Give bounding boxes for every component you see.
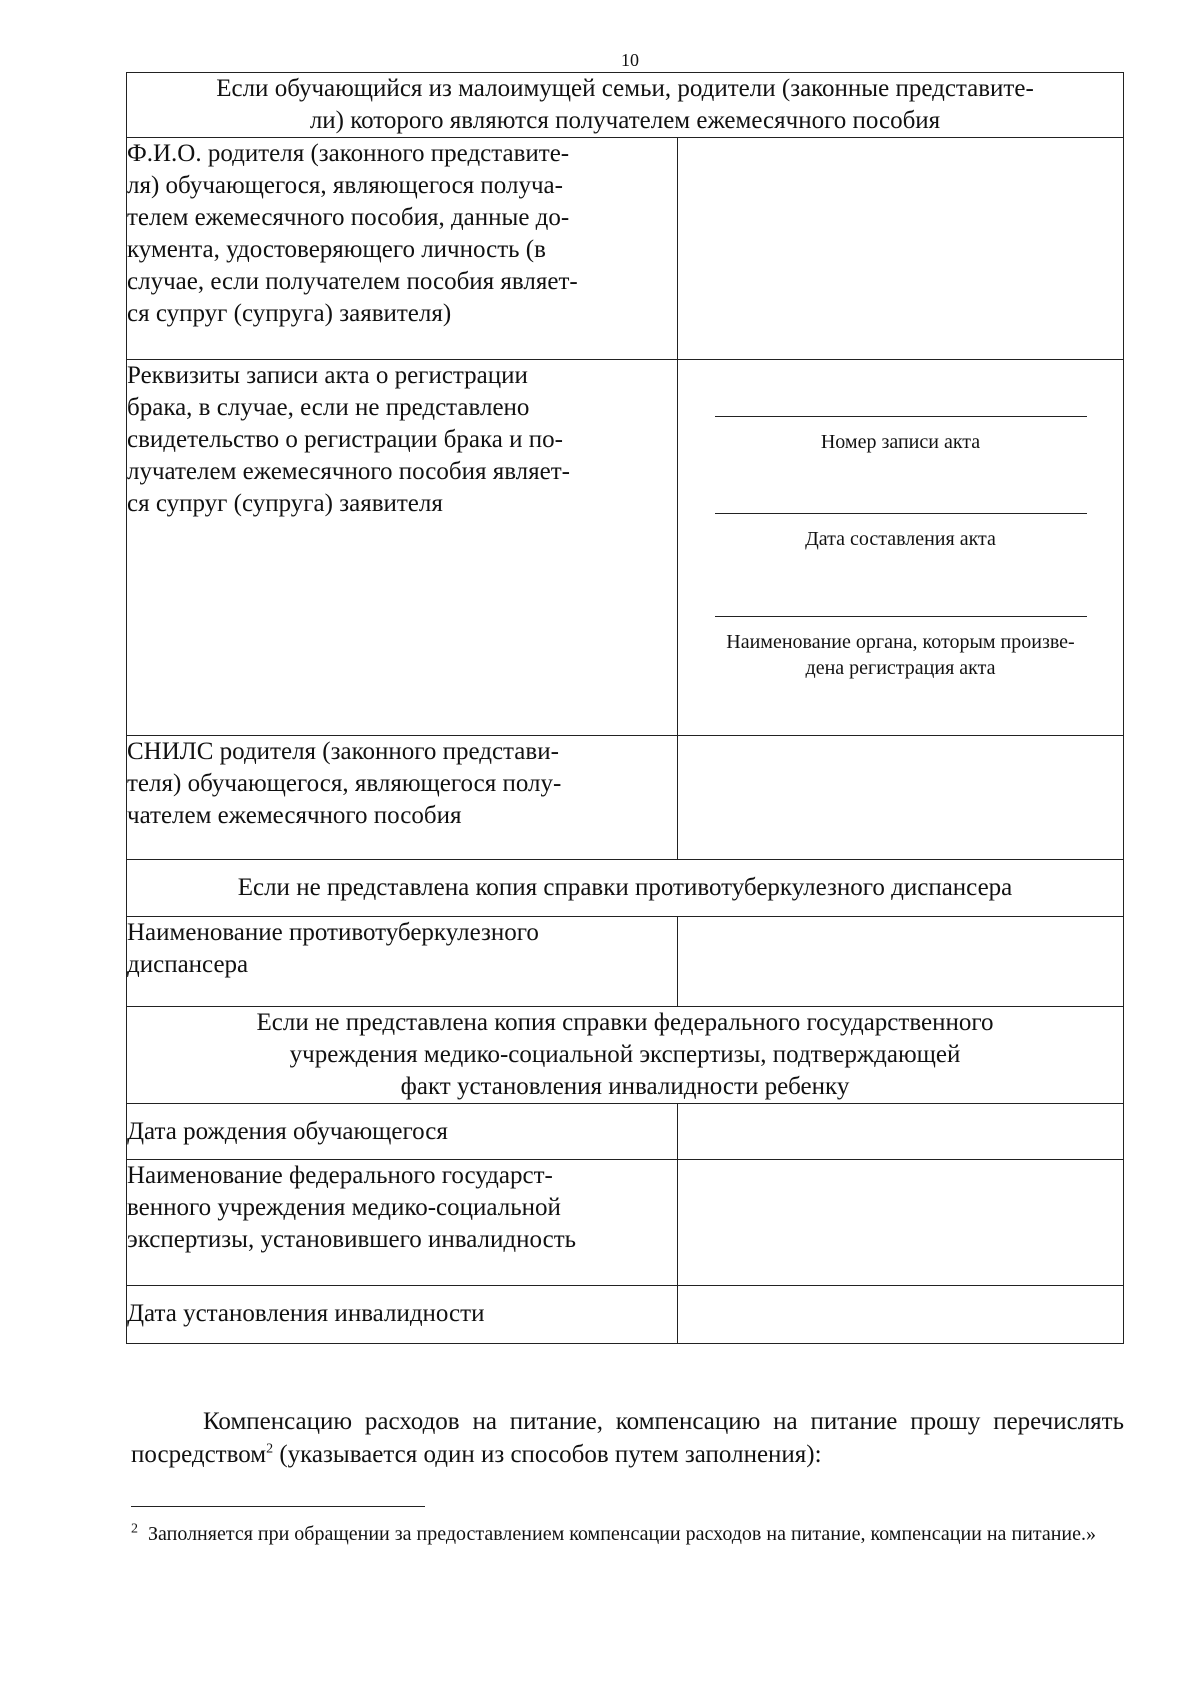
snils-input[interactable]	[678, 736, 1124, 860]
disability-date-input[interactable]	[678, 1286, 1124, 1344]
page-number: 10	[621, 50, 639, 70]
record-number-caption: Номер записи акта	[820, 431, 981, 453]
birth-date-label: Дата рождения обучающегося	[127, 1104, 678, 1160]
low-income-heading: Если обучающийся из малоимущей семьи, родители (законные представите- ли) которого являются получателем ежемесячного пособия	[127, 73, 1124, 138]
disability-date-row	[127, 1286, 1124, 1344]
snils-label: СНИЛС родителя (законного представи- теля) обучающегося, являющегося полу- чателем ежемесячного пособия	[127, 736, 678, 860]
tb-heading: Если не представлена копия справки противотуберкулезного диспансера	[127, 860, 1124, 917]
record-number-line[interactable]	[715, 360, 1087, 417]
record-date-caption: Дата составления акта	[805, 528, 996, 550]
closing-text-after: (указывается один из способов путем заполнения):	[273, 1441, 822, 1468]
mse-name-label: Наименование федерального государст- венного учреждения медико-социальной экспертизы, установившего инвалидность	[127, 1160, 678, 1286]
footnote-text: Заполняется при обращении за предоставлением компенсации расходов на питание, компенсации на питание.»	[148, 1523, 1096, 1545]
marriage-record-fields	[678, 360, 1124, 736]
registry-office-line[interactable]	[715, 552, 1087, 617]
low-income-heading-row	[127, 73, 1124, 138]
parent-name-input[interactable]	[678, 138, 1124, 360]
snils-row	[127, 736, 1124, 860]
closing-paragraph	[131, 1405, 1124, 1471]
record-date-line[interactable]	[715, 455, 1087, 514]
marriage-record-label: Реквизиты записи акта о регистрации брака, в случае, если не представлено свидетельство о регистрации брака и по- лучателем ежемесячного пособия являет- ся супруг (супруга) заявителя	[127, 360, 678, 736]
parent-name-row	[127, 138, 1124, 360]
marriage-record-row	[127, 360, 1124, 736]
tb-name-input[interactable]	[678, 917, 1124, 1007]
birth-date-row	[127, 1104, 1124, 1160]
birth-date-input[interactable]	[678, 1104, 1124, 1160]
footnote	[131, 1519, 1124, 1549]
tb-heading-row	[127, 860, 1124, 917]
registry-office-caption: Наименование органа, которым произве- дена регистрация акта	[726, 631, 1075, 679]
mse-name-row	[127, 1160, 1124, 1286]
footnote-reference: 2	[266, 1441, 274, 1457]
footnote-marker: 2	[131, 1521, 138, 1537]
mse-name-input[interactable]	[678, 1160, 1124, 1286]
tb-name-label: Наименование противотуберкулезного диспансера	[127, 917, 678, 1007]
tb-name-row	[127, 917, 1124, 1007]
disability-heading: Если не представлена копия справки федерального государственного учреждения медико-социальной экспертизы, подтверждающей факт установления инвалидности ребенку	[127, 1007, 1124, 1104]
parent-name-label: Ф.И.О. родителя (законного представите- ля) обучающегося, являющегося получа- телем ежемесячного пособия, данные до- кумента, удостоверяющего личность (в случае, если получателем пособия являет- ся супруг (супруга) заявителя)	[127, 138, 678, 360]
application-form-table	[126, 72, 1124, 1344]
disability-heading-row	[127, 1007, 1124, 1104]
disability-date-label: Дата установления инвалидности	[127, 1286, 678, 1344]
footnote-divider	[131, 1506, 425, 1507]
closing-text-before: Компенсацию расходов на питание, компенсацию на питание прошу перечислять посредством	[131, 1408, 1124, 1468]
